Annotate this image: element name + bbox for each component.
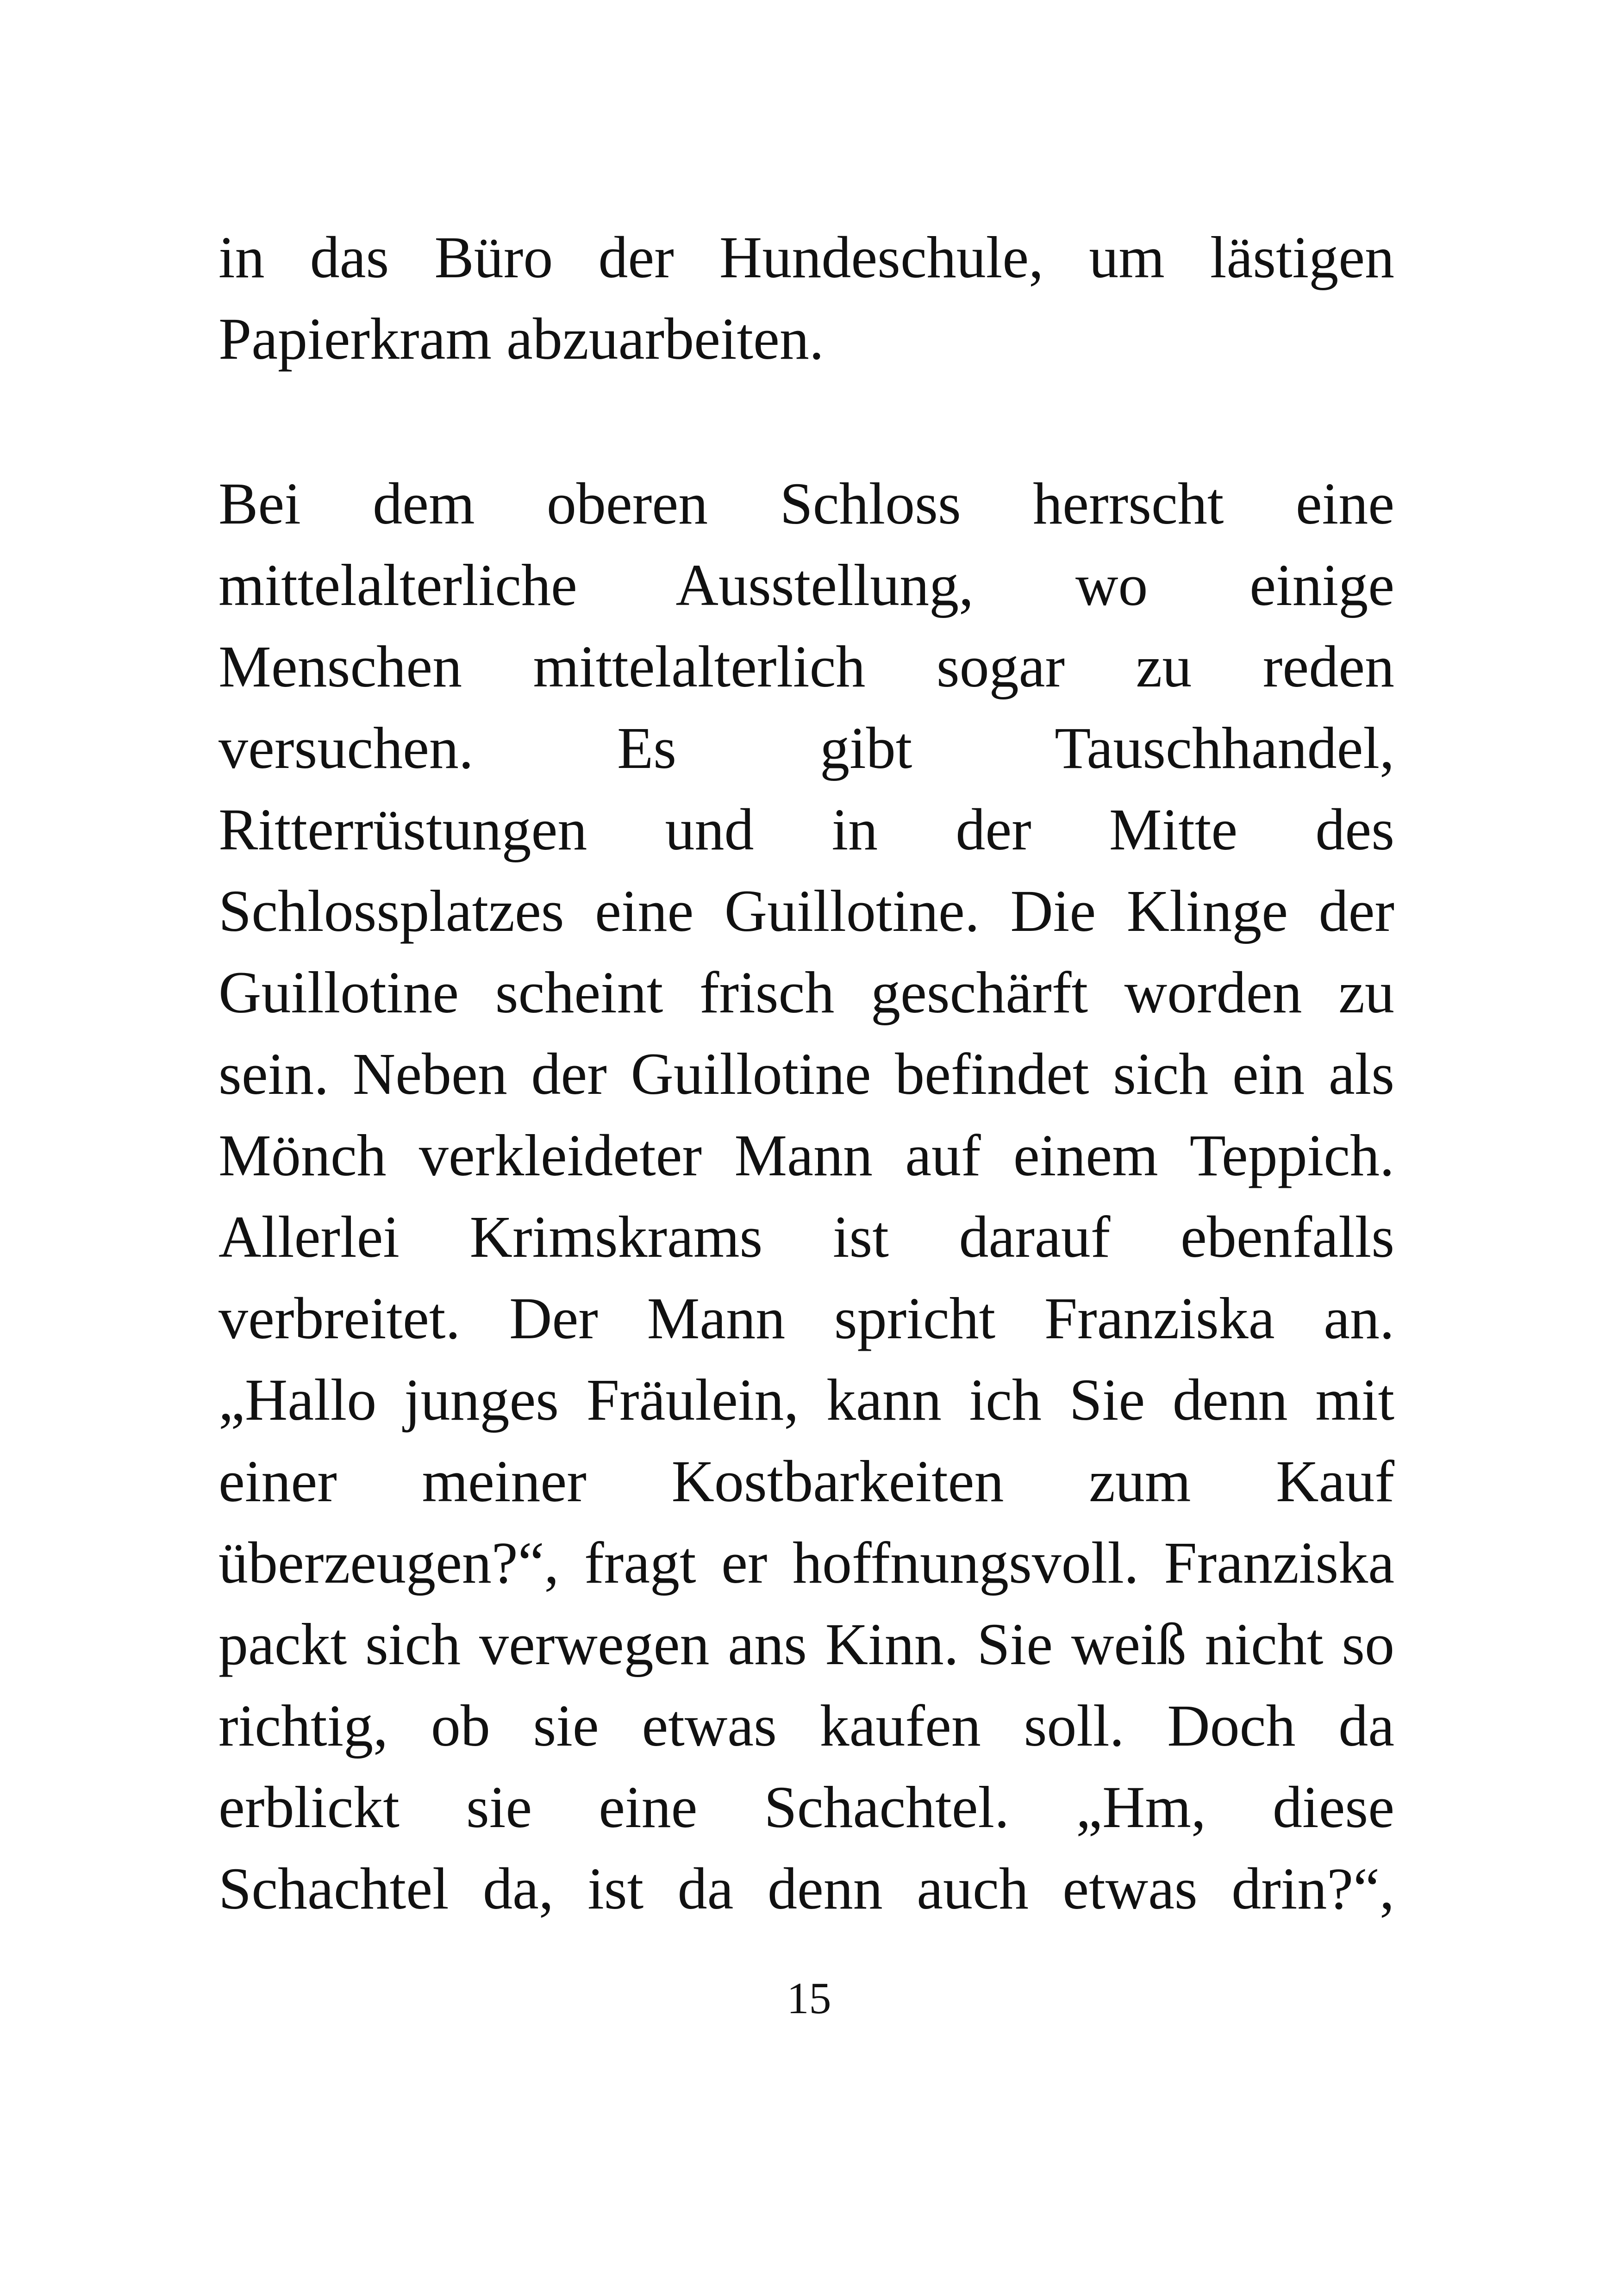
text-line: sein. Neben der Guillotine befindet sich ein als xyxy=(219,1041,1394,1107)
text-line: Ritterrüstungen und in der Mitte des xyxy=(219,797,1394,862)
text-line: Guillotine scheint frisch geschärft worden zu xyxy=(219,960,1394,1025)
page-number: 15 xyxy=(787,1973,831,2023)
text-line: Mönch verkleideter Mann auf einem Teppich. xyxy=(219,1123,1394,1188)
text-line: Schachtel da, ist da denn auch etwas drin?“, xyxy=(219,1856,1394,1922)
text-line: Papierkram abzuarbeiten. xyxy=(219,306,824,372)
text-line: überzeugen?“, fragt er hoffnungsvoll. Franziska xyxy=(219,1530,1394,1596)
text-line: verbreitet. Der Mann spricht Franziska an. xyxy=(219,1285,1394,1351)
text-line: Allerlei Krimskrams ist darauf ebenfalls xyxy=(219,1204,1394,1270)
text-line: richtig, ob sie etwas kaufen soll. Doch da xyxy=(219,1693,1394,1759)
text-line: versuchen. Es gibt Tauschhandel, xyxy=(219,715,1394,781)
paragraph-1 xyxy=(219,217,1394,380)
text-line: mittelalterliche Ausstellung, wo einige xyxy=(219,552,1394,618)
text-line: packt sich verwegen ans Kinn. Sie weiß nicht so xyxy=(219,1611,1394,1677)
text-line: Menschen mittelalterlich sogar zu reden xyxy=(219,634,1394,699)
paragraph-2 xyxy=(219,463,1394,1929)
text-line: erblickt sie eine Schachtel. „Hm, diese xyxy=(219,1774,1394,1840)
text-line: Schlossplatzes eine Guillotine. Die Klinge der xyxy=(219,878,1394,944)
text-line: Bei dem oberen Schloss herrscht eine xyxy=(219,471,1394,537)
text-line: in das Büro der Hundeschule, um lästigen xyxy=(219,225,1394,290)
text-line: einer meiner Kostbarkeiten zum Kauf xyxy=(219,1448,1394,1514)
text-line: „Hallo junges Fräulein, kann ich Sie denn mit xyxy=(219,1367,1394,1433)
